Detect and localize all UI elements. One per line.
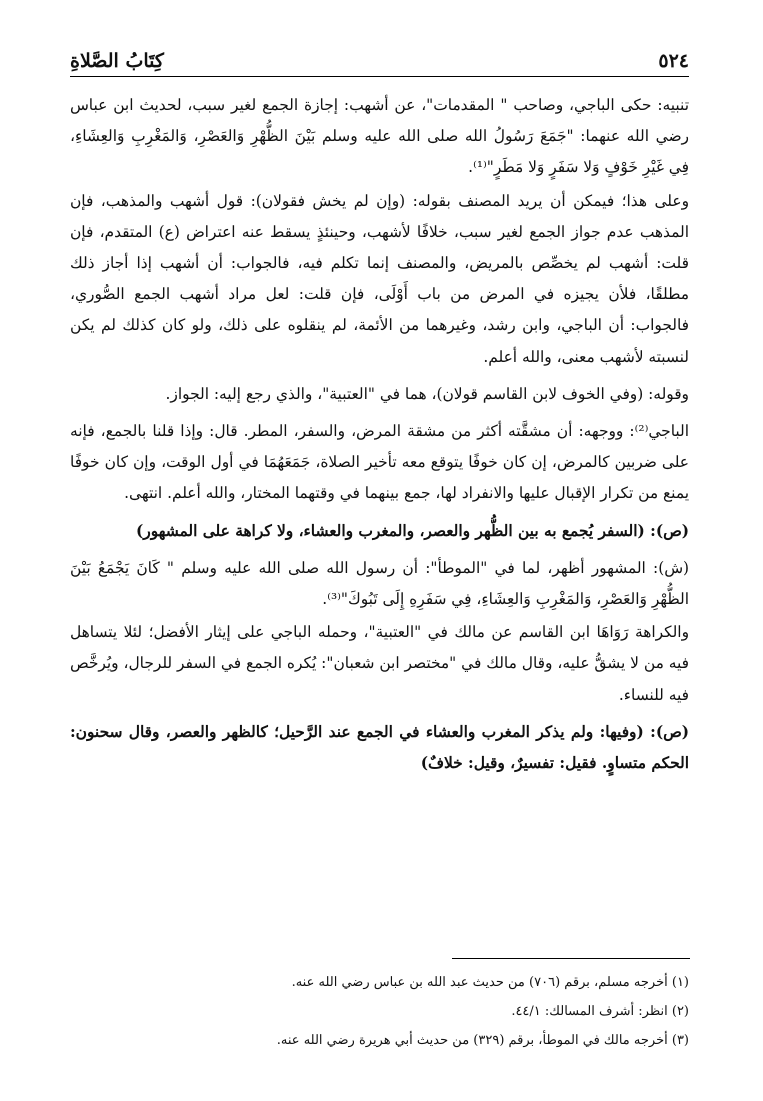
paragraph-matn-safar: (ص): (السفر يُجمع به بين الظُّهر والعصر، والمغرب والعشاء، ولا كراهة على المشهور) (136, 521, 689, 540)
footnote-2: (٢) انظر: أشرف المسالك: ٤٤/١. (511, 1004, 689, 1019)
header-divider (70, 76, 689, 77)
page-header (70, 38, 689, 72)
main-text (70, 90, 689, 781)
footnote-1: (١) أخرجه مسلم، برقم (٧٠٦) من حديث عبد الله بن عباس رضي الله عنه. (291, 975, 689, 990)
footnotes (70, 968, 689, 1055)
footnote-divider (452, 958, 690, 959)
book-title: كِتَابُ الصَّلاةِ (70, 50, 164, 72)
paragraph-discussion: وعلى هذا؛ فيمكن أن يريد المصنف بقوله: (وإن لم يخش فقولان): قول أشهب والمذهب، فإن المذهب عدم جواز الجمع لغير سبب، خلافًا لأشهب، وحينئذٍ يسقط عنه اعتراض (ع) المتقدم، فإن قلت: أشهب لم يخصِّص بالمريض، والمصنف إنما تكلم فيه، فالجواب: أن أشهب إذا أجاز ذلك مطلقًا، فلأن يجيزه في المرض من باب أَوْلَى، فإن قلت: لعل مراد أشهب الجمع الصُّوري، فالجواب: أن الباجي، وابن رشد، وغيرهما من الأئمة، لم ينقلوه على ذلك، ولو كان كذلك لم يكن لنسبته لأشهب معنى، والله أعلم. (70, 191, 689, 366)
paragraph-khawf: وقوله: (وفي الخوف لابن القاسم قولان)، هما في "العتبية"، والذي رجع إليه: الجواز. (165, 384, 689, 403)
footnote-3: (٣) أخرجه مالك في الموطأ، برقم (٣٢٩) من حديث أبي هريرة رضي الله عنه. (276, 1033, 689, 1048)
paragraph-karaha: والكراهة رَوَاهَا ابن القاسم عن مالك في "العتبية"، وحمله الباجي على إيثار الأفضل؛ لئلا يتساهل فيه من لا يشقُّ عليه، وقال مالك في "مختصر ابن شعبان": يُكره الجمع في السفر للرجال، ويُرخَّص فيه للنساء. (70, 623, 689, 704)
paragraph-matn-rahil: (ص): (وفيها: ولم يذكر المغرب والعشاء في الجمع عند الرَّحيل؛ كالظهر والعصر، وقال سحنون: الحكم متساوٍ. فقيل: تفسيرٌ، وقيل: خلافٌ) (70, 722, 689, 773)
page-number: ٥٢٤ (658, 50, 689, 72)
paragraph-sharh-mashhur: (ش): المشهور أظهر، لما في "الموطأ": أن رسول الله صلى الله عليه وسلم " كَانَ يَجْمَعُ بَيْنَ الظُّهْرِ وَالعَصْرِ، وَالمَغْرِبِ وَالعِشَاءِ، فِي سَفَرِهِ إِلَى تَبُوكَ"⁽³⁾. (70, 558, 689, 609)
paragraph-tanbih: تنبيه: حكى الباجي، وصاحب " المقدمات"، عن أشهب: إجازة الجمع لغير سبب، لحديث ابن عباس رضي الله عنهما: "جَمَعَ رَسُولُ الله صلى الله عليه وسلم بَيْنَ الظُّهْرِ وَالعَصْرِ، وَالمَغْرِبِ وَالعِشَاءِ، فِي غَيْرِ خَوْفٍ وَلا سَفَرٍ وَلا مَطَرٍ"⁽¹⁾. (70, 96, 689, 177)
paragraph-baji: الباجي⁽²⁾: ووجهه: أن مشقَّته أكثر من مشقة المرض، والسفر، المطر. قال: وإذا قلنا بالجمع، فإنه على ضربين كالمرض، إن كان خوفًا يتوقع معه تأخير الصلاة، جَمَعَهُمَا في أول الوقت، وإن كان خوفًا يمنع من تكرار الإقبال عليها والانفراد لها، جمع بينهما في وقتهما المختار، والله أعلم. انتهى. (70, 422, 689, 503)
